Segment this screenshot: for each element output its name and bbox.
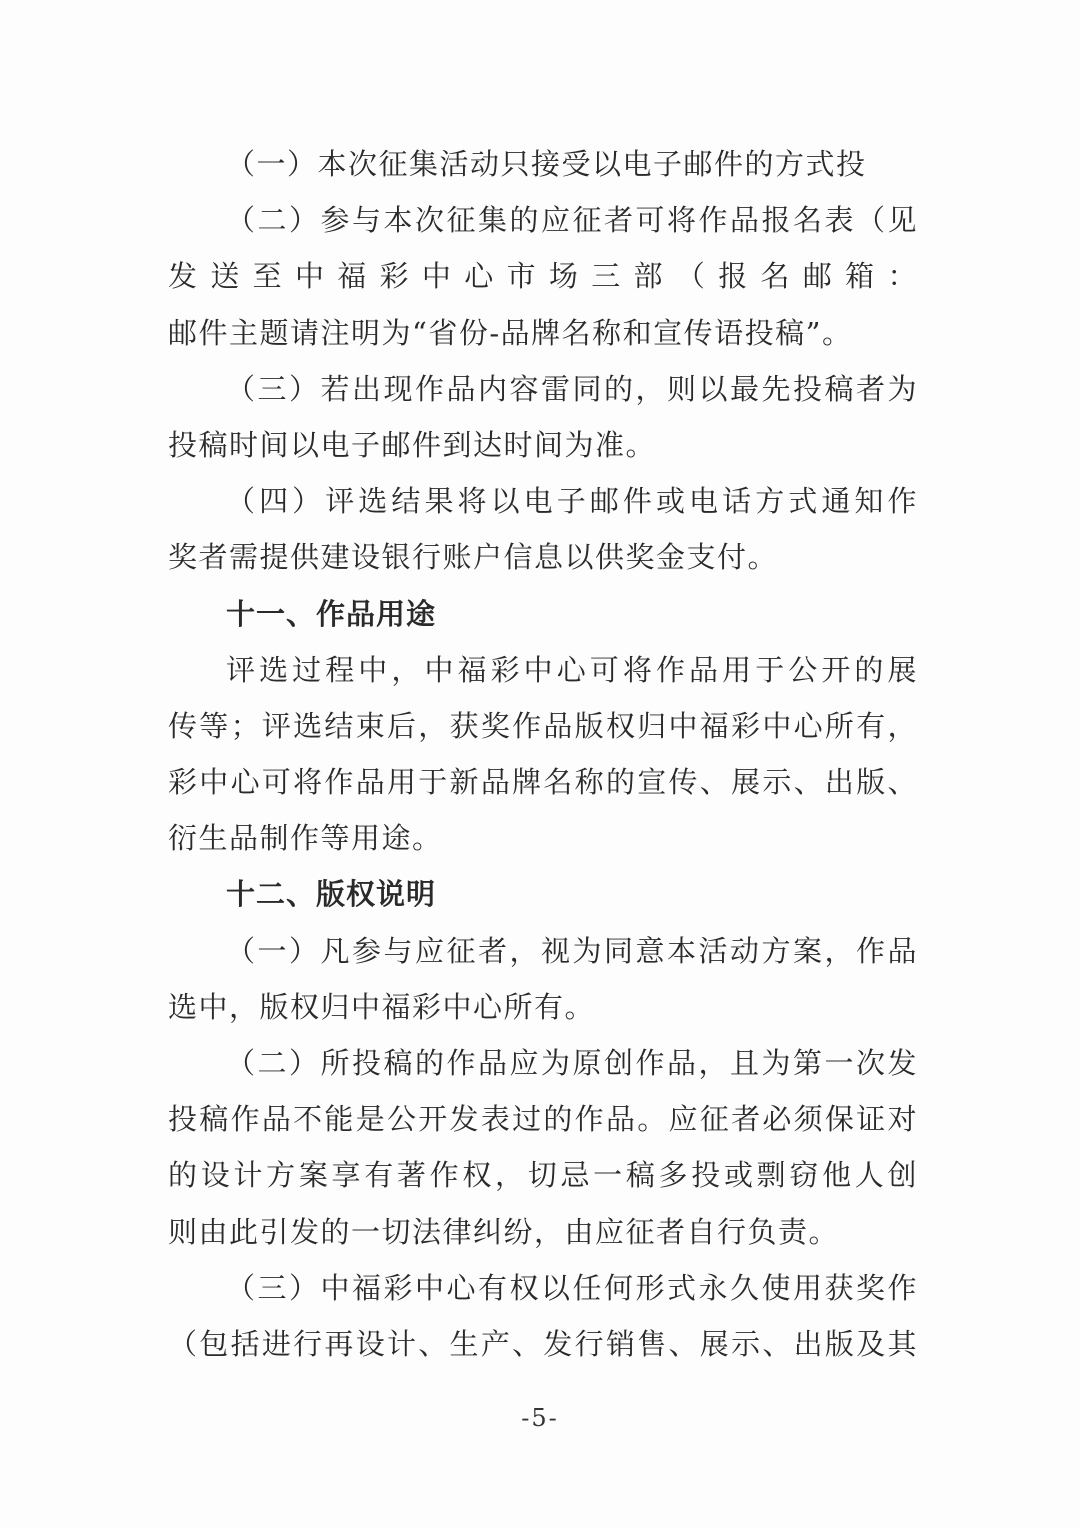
paragraph-line: 彩中心可将作品用于新品牌名称的宣传、展示、出版、 — [168, 765, 918, 800]
paragraph-line: （三）中福彩中心有权以任何形式永久使用获奖作 — [226, 1270, 918, 1305]
section-heading: 十一、作品用途 — [226, 596, 437, 631]
paragraph-line: 发送至中福彩中心市场三部（报名邮箱： — [168, 259, 918, 294]
section-heading: 十二、版权说明 — [226, 877, 437, 912]
paragraph-line: 投稿作品不能是公开发表过的作品。应征者必须保证对 — [168, 1102, 918, 1137]
page-number: -5- — [521, 1404, 559, 1432]
paragraph-line: （一）凡参与应征者，视为同意本活动方案，作品 — [226, 933, 918, 968]
paragraph-line: （一）本次征集活动只接受以电子邮件的方式投 — [226, 147, 867, 181]
paragraph-line: 投稿时间以电子邮件到达时间为准。 — [168, 427, 657, 462]
paragraph-line: 评选过程中，中福彩中心可将作品用于公开的展 — [226, 652, 918, 687]
paragraph-line: 衍生品制作等用途。 — [168, 821, 443, 856]
paragraph-line: 邮件主题请注明为“省份-品牌名称和宣传语投稿”。 — [168, 315, 853, 350]
paragraph-line: （三）若出现作品内容雷同的，则以最先投稿者为 — [226, 371, 918, 406]
document-body — [168, 136, 918, 1372]
paragraph-line: （二）参与本次征集的应征者可将作品报名表（见 — [226, 203, 918, 238]
paragraph-line: （二）所投稿的作品应为原创作品，且为第一次发 — [226, 1046, 918, 1080]
paragraph-line: （包括进行再设计、生产、发行销售、展示、出版及其 — [168, 1326, 918, 1361]
paragraph-line: 传等；评选结束后，获奖作品版权归中福彩中心所有， — [168, 708, 918, 743]
paragraph-line: 的设计方案享有著作权，切忌一稿多投或剽窃他人创 — [168, 1158, 918, 1193]
paragraph-line: （四）评选结果将以电子邮件或电话方式通知作 — [226, 484, 918, 519]
paragraph-line: 奖者需提供建设银行账户信息以供奖金支付。 — [168, 540, 779, 575]
paragraph-line: 则由此引发的一切法律纠纷，由应征者自行负责。 — [168, 1214, 840, 1249]
paragraph-line: 选中，版权归中福彩中心所有。 — [168, 989, 596, 1024]
